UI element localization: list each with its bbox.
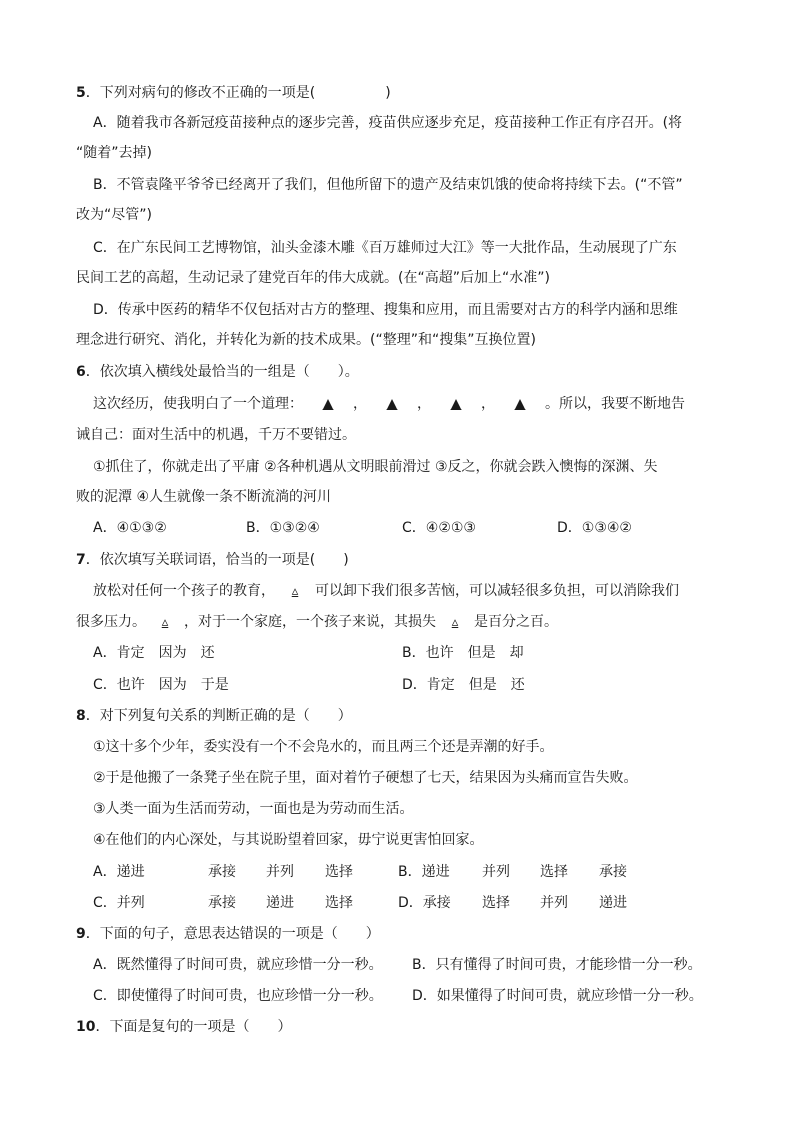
fill-blank: ▵ (161, 615, 169, 630)
question-number: 8 (76, 708, 86, 724)
q8-sentence-4: ④在他们的内心深处，与其说盼望着回家，毋宁说更害怕回家。 (93, 832, 484, 848)
q8-option-a-item: 并列 (266, 864, 294, 880)
q8-option-c-item: 递进 (266, 895, 294, 911)
question-number: 5 (76, 85, 86, 101)
q8-option-c-item: 承接 (208, 895, 236, 911)
question-number: 7 (76, 552, 86, 568)
passage-text: ，对于一个家庭，一个孩子来说，其损失 (184, 614, 436, 630)
q6-option-c: C．④②①③ (402, 520, 476, 536)
q7-option-b: B．也许 但是 却 (402, 645, 524, 661)
q7-option-a: A．肯定 因为 还 (93, 645, 215, 661)
q8-option-b-item: 承接 (599, 864, 627, 880)
question-10-stem (76, 1017, 291, 1037)
passage-text: 是百分之百。 (474, 614, 558, 630)
q7-passage-line1 (93, 581, 679, 602)
q8-option-a-item: 选择 (325, 864, 353, 880)
q5-option-c-line1: C．在广东民间工艺博物馆，汕头金漆木雕《百万雄师过大江》等一大批作品，生动展现了广东 (93, 240, 677, 256)
q7-option-d: D．肯定 但是 还 (402, 677, 525, 693)
fill-blank: ▲ (450, 396, 462, 412)
q6-sentences-line2: 败的泥潭 ④人生就像一条不断流淌的河川 (76, 489, 331, 505)
question-5-stem (76, 83, 391, 103)
q8-option-d-label: D．承接 (398, 895, 451, 911)
q8-option-b-item: 选择 (540, 864, 568, 880)
q6-option-b: B．①③②④ (246, 520, 320, 536)
passage-text: 放松对任何一个孩子的教育， (93, 583, 275, 599)
question-text: ．对下列复句关系的判断正确的是（ ） (85, 708, 352, 724)
q5-option-b-line2: 改为“尽管”) (76, 207, 152, 223)
q7-passage-line2 (76, 612, 558, 633)
passage-text: 这次经历，使我明白了一个道理： (93, 396, 303, 412)
question-text: ．依次填入横线处最恰当的一组是（ ）。 (85, 364, 359, 380)
q6-passage-line1 (93, 394, 685, 414)
q9-option-d: D．如果懂得了时间可贵，就应珍惜一分一秒。 (412, 988, 703, 1004)
q8-option-b-label: B．递进 (398, 864, 450, 880)
question-8-stem (76, 706, 352, 726)
question-text: ．下列对病句的修改不正确的一项是( ) (85, 85, 391, 101)
q8-option-d-item: 选择 (482, 895, 510, 911)
comma: ， (417, 396, 431, 412)
fill-blank: ▵ (451, 615, 459, 630)
fill-blank: ▲ (322, 396, 334, 412)
q8-option-b-item: 并列 (482, 864, 510, 880)
q5-option-b-line1: B．不管袁隆平爷爷已经离开了我们，但他所留下的遗产及结束饥饿的使命将持续下去。(“不管” (93, 177, 683, 193)
q7-option-c: C．也许 因为 于是 (93, 677, 229, 693)
q5-option-a-line1: A．随着我市各新冠疫苗接种点的逐步完善，疫苗供应逐步充足，疫苗接种工作正有序召开。(将 (93, 115, 683, 131)
q8-sentence-3: ③人类一面为生活而劳动，一面也是为劳动而生活。 (93, 801, 414, 817)
question-text: ．下面是复句的一项是（ ） (95, 1019, 292, 1035)
passage-text: 很多压力。 (76, 614, 146, 630)
question-number: 9 (76, 926, 86, 942)
question-6-stem (76, 362, 359, 382)
q5-option-d-line2: 理念进行研究、消化，并转化为新的技术成果。(“整理”和“搜集”互换位置) (76, 332, 536, 348)
q5-option-d-line1: D．传承中医药的精华不仅包括对古方的整理、搜集和应用，而且需要对古方的科学内涵和思维 (93, 302, 678, 318)
question-7-stem (76, 550, 349, 570)
question-number: 6 (76, 364, 86, 380)
q6-option-a: A．④①③② (93, 520, 167, 536)
q6-option-d: D．①③④② (557, 520, 632, 536)
q8-sentence-2: ②于是他搬了一条凳子坐在院子里，面对着竹子硬想了七天，结果因为头痛而宣告失败。 (93, 770, 638, 786)
passage-text: 。所以，我要不断地告 (545, 396, 685, 412)
q9-option-a: A．既然懂得了时间可贵，就应珍惜一分一秒。 (93, 957, 383, 973)
q8-option-a-label: A．递进 (93, 864, 145, 880)
comma: ， (481, 396, 495, 412)
passage-text: 可以卸下我们很多苦恼，可以减轻很多负担，可以消除我们 (315, 583, 679, 599)
question-text: ．依次填写关联词语，恰当的一项是( ) (85, 552, 349, 568)
q8-option-d-item: 并列 (540, 895, 568, 911)
q5-option-a-line2: “随着”去掉) (76, 145, 152, 161)
q6-sentences-line1: ①抓住了，你就走出了平庸 ②各种机遇从文明眼前滑过 ③反之，你就会跌入懊悔的深渊、失 (93, 459, 658, 475)
q8-sentence-1: ①这十多个少年，委实没有一个不会凫水的，而且两三个还是弄潮的好手。 (93, 739, 554, 755)
q8-option-a-item: 承接 (208, 864, 236, 880)
fill-blank: ▲ (514, 396, 526, 412)
q8-option-d-item: 递进 (599, 895, 627, 911)
q5-option-c-line2: 民间工艺的高超，生动记录了建党百年的伟大成就。(在“高超”后加上“水准”) (76, 270, 550, 286)
fill-blank: ▲ (386, 396, 398, 412)
q8-option-c-item: 选择 (325, 895, 353, 911)
q6-passage-line2: 诫自己：面对生活中的机遇，千万不要错过。 (76, 427, 356, 443)
question-9-stem (76, 924, 380, 944)
q8-option-c-label: C．并列 (93, 895, 145, 911)
comma: ， (353, 396, 367, 412)
q9-option-c: C．即使懂得了时间可贵，也应珍惜一分一秒。 (93, 988, 383, 1004)
fill-blank: ▵ (291, 584, 299, 599)
question-number: 10 (76, 1019, 96, 1035)
q9-option-b: B．只有懂得了时间可贵，才能珍惜一分一秒。 (412, 957, 702, 973)
question-text: ．下面的句子，意思表达错误的一项是（ ） (85, 926, 380, 942)
